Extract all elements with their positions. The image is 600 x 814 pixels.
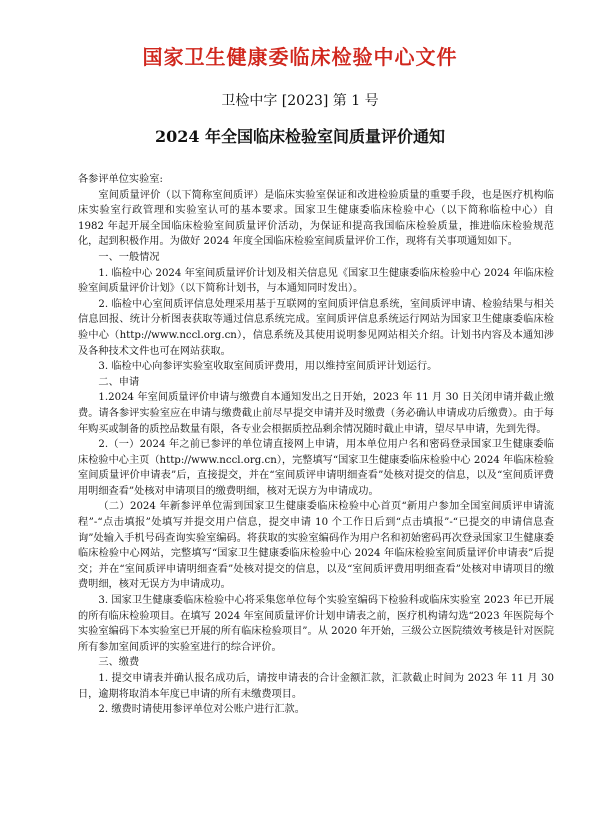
general-item-2: 2. 临检中心室间质评信息处理采用基于互联网的室间质评信息系统，室间质评申请、检验结果与相关信息回报、统计分析图表获取等通过信息系统完成。室间质评信息系统运行网站为国家卫生健康委临床检验中心（http://www.nccl.org.cn），信息系统及其使用说明参见网站相关介绍。计划书内容及本通知涉及各种技术文件也可在网站获取。	[78, 298, 554, 357]
org-header-title: 国家卫生健康委临床检验中心文件	[142, 45, 458, 69]
general-item-3: 3. 临检中心向参评实验室收取室间质评费用，用以维持室间质评计划运行。	[98, 361, 438, 373]
document-title: 2024 年全国临床检验室间质量评价通知	[154, 127, 446, 146]
document-number: 卫检中字 [2023] 第 1 号	[221, 93, 379, 109]
payment-item-2: 2. 缴费时请使用参评单位对公账户进行汇款。	[98, 704, 305, 716]
application-item-2-1: 2.（一）2024 年之前已参评的单位请直接网上申请，用本单位用户名和密码登录国家卫生健康委临床检验中心主页（http://www.nccl.org.cn），完整填写“国家卫生健康委临床检验中心 2024 年临床检验室间质量评价申请表”后，直接提交，并在“室间质评申请明细查看”处核对提交的信息，以及“室间质评费用明细查看”处核对申请项目的缴费明细，核对无误方为申请成功。	[78, 439, 554, 497]
general-item-1: 1. 临检中心 2024 年室间质量评价计划及相关信息见《国家卫生健康委临床检验中心 2024 年临床检验室间质量评价计划》（以下简称计划书，与本通知同时发出）。	[78, 267, 554, 295]
payment-item-1: 1. 提交申请表并确认报名成功后，请按申请表的合计金额汇款，汇款截止时间为 2023 年 11 月 30 日，逾期将取消本年度已申请的所有未缴费项目。	[78, 673, 554, 700]
section-heading-general: 一、一般情况	[98, 251, 160, 263]
intro-paragraph: 室间质量评价（以下简称室间质评）是临床实验室保证和改进检验质量的重要手段，也是医疗机构临床实验室行政管理和实验室认可的基本要求。国家卫生健康委临床检验中心（以下简称临检中心）自 1982 年起开展全国临床检验室间质量评价活动，为保证和提高我国临床检验质量，推进临床检验规范化，起到积极作用。为做好 2024 年度全国临床检验室间质量评价工作，现将有关事项通知如下。	[78, 189, 554, 248]
application-item-1: 1.2024 年室间质量评价申请与缴费自本通知发出之日开始，2023 年 11 月 30 日关闭申请并截止缴费。请各参评实验室应在申请与缴费截止前尽早提交申请并及时缴费（务必确认申请成功后缴费）。由于每年购买或制备的质控品数量有限，各专业会根据质控品剩余情况随时截止申请，望尽早申请，先到先得。	[78, 392, 554, 435]
section-heading-application: 二、申请	[98, 376, 140, 388]
document-body	[78, 172, 554, 718]
application-item-2-2: （二）2024 年新参评单位需到国家卫生健康委临床检验中心首页“新用户参加全国室间质评申请流程”-“点击填报”处填写并提交用户信息，提交申请 10 个工作日后到“点击填报”-“已提交的申请信息查询”处输入手机号码查询实验室编码。将获取的实验室编码作为用户名和初始密码再次登录国家卫生健康委临床检验中心网站，完整填写“国家卫生健康委临床检验中心 2024 年临床检验室间质量评价申请表”后提交；并在“室间质评申请明细查看”处核对提交的信息，以及“室间质评费用明细查看”处核对申请项目的缴费明细，核对无误方为申请成功。	[78, 501, 554, 591]
section-heading-payment: 三、缴费	[98, 657, 140, 669]
application-item-3: 3. 国家卫生健康委临床检验中心将采集您单位每个实验室编码下检验科或临床实验室 2023 年已开展的所有临床检验项目。在填写 2024 年室间质量评价计划申请表之前，医疗机构请勾选“2023 年医院每个实验室编码下本实验室已开展的所有临床检验项目”。从 2020 年开始，三级公立医院绩效考核是针对医院所有参加室间质评的实验室进行的综合评价。	[78, 595, 554, 653]
salutation: 各参评单位实验室:	[78, 174, 163, 185]
